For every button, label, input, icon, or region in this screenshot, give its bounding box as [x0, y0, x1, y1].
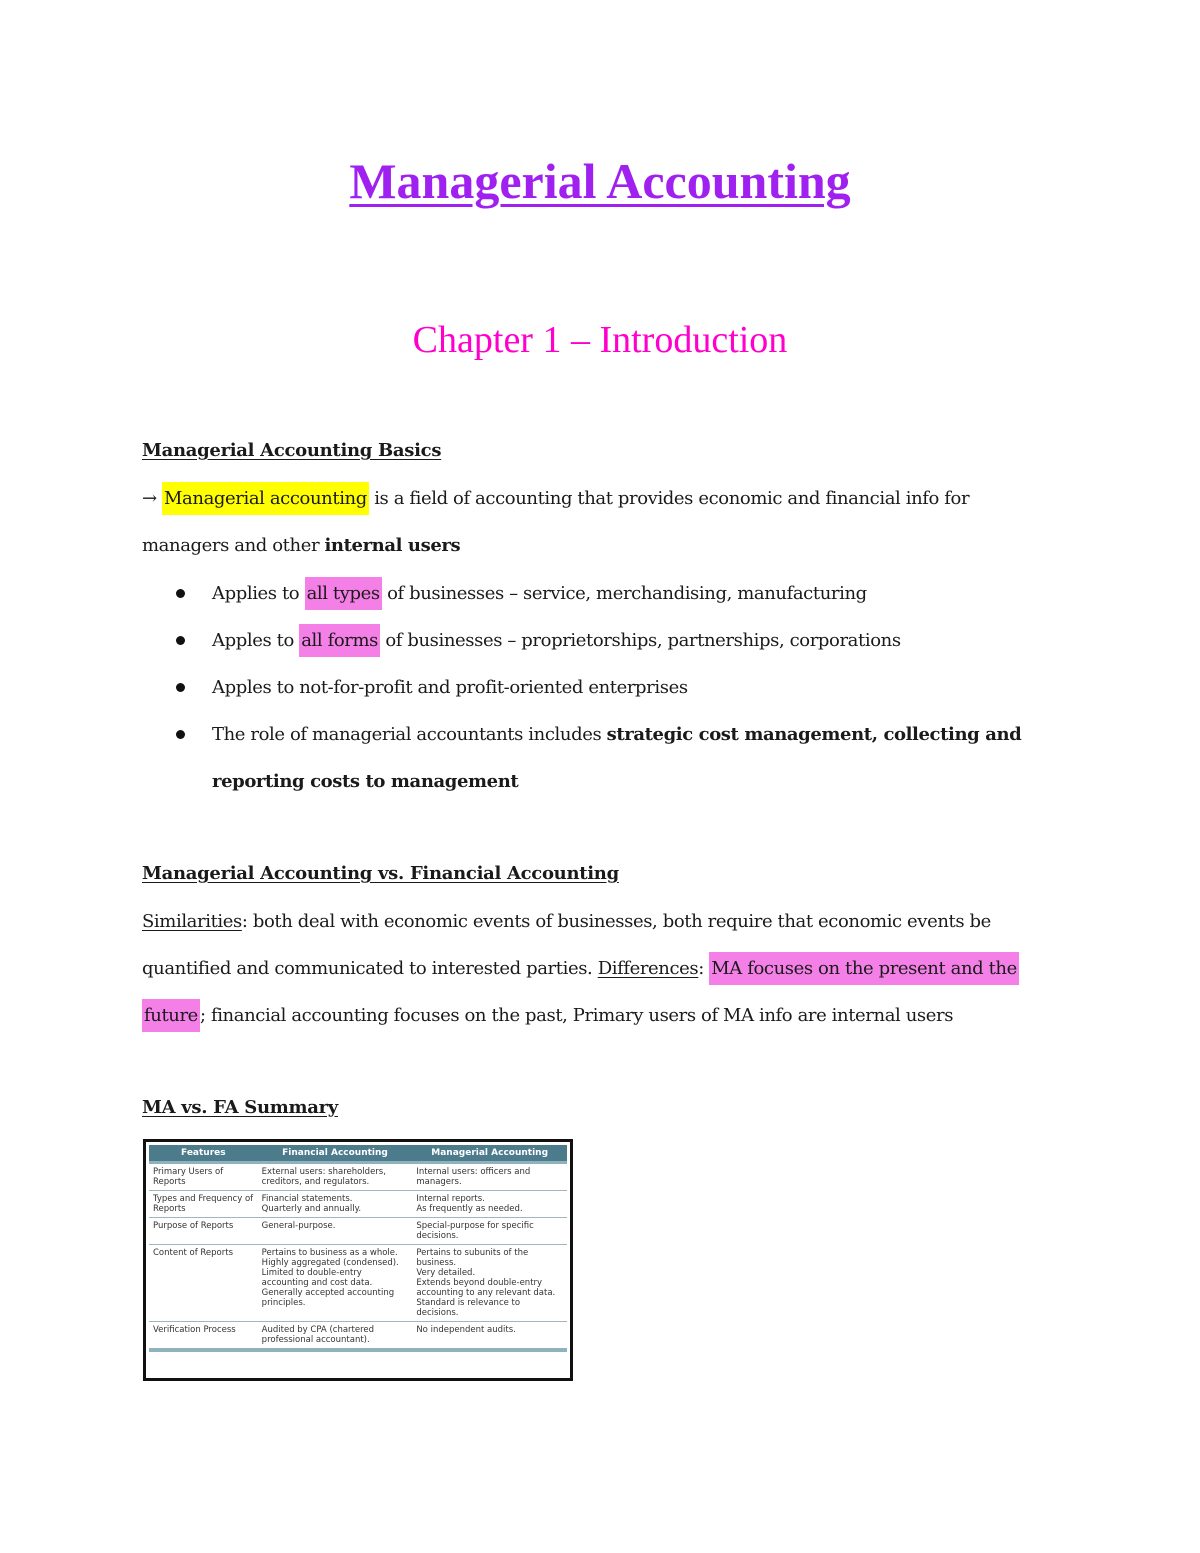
- bullet-icon: [176, 683, 185, 692]
- bullet-icon: [176, 730, 185, 739]
- cell-line: Highly aggregated (condensed).: [261, 1258, 399, 1268]
- cell-line: Quarterly and annually.: [261, 1204, 362, 1214]
- feature-cell: Verification Process: [153, 1325, 236, 1335]
- cell-line: creditors, and regulators.: [261, 1177, 370, 1187]
- financial-cell: [258, 1322, 413, 1351]
- table-header: Financial Accounting: [258, 1145, 413, 1163]
- cell-line: business.: [416, 1258, 457, 1268]
- financial-cell: [258, 1191, 413, 1218]
- financial-cell: [258, 1245, 413, 1322]
- cell-line: Generally accepted accounting: [261, 1288, 395, 1298]
- comparison-paragraph: Similarities: both deal with economic events of businesses, both require that economic events be quantified and communicated to interested parties. Differences: MA focuses on the present and the future ; financial accounting focuses on the past, Primary users of MA info are internal users: [142, 898, 1072, 1039]
- managerial-cell: [412, 1322, 567, 1351]
- table-row: [149, 1218, 567, 1245]
- highlight-all-types: all types: [305, 577, 382, 610]
- summary-table: [149, 1145, 567, 1352]
- section-heading-basics: Managerial Accounting Basics: [142, 440, 442, 461]
- table-header: Managerial Accounting: [412, 1145, 567, 1163]
- section-heading-summary: MA vs. FA Summary: [142, 1097, 338, 1118]
- cell-line: Pertains to subunits of the: [416, 1248, 529, 1258]
- cell-line: decisions.: [416, 1231, 459, 1241]
- definition-text-cont: managers and other: [142, 535, 325, 556]
- document-title: Managerial Accounting: [349, 153, 851, 209]
- cell-line: Limited to double-entry: [261, 1268, 362, 1278]
- cell-line: Internal reports.: [416, 1194, 485, 1204]
- table-header: Features: [149, 1145, 258, 1163]
- cell-line: No independent audits.: [416, 1325, 516, 1335]
- feature-cell: Types and Frequency of Reports: [153, 1194, 254, 1214]
- differences-label: Differences: [597, 958, 699, 979]
- managerial-cell: [412, 1245, 567, 1322]
- cell-line: Pertains to business as a whole.: [261, 1248, 398, 1258]
- cell-line: As frequently as needed.: [416, 1204, 523, 1214]
- similarities-label: Similarities: [142, 911, 242, 932]
- feature-cell: Primary Users of Reports: [153, 1167, 224, 1187]
- highlight-future: future: [142, 999, 200, 1032]
- summary-table-image: [143, 1139, 573, 1381]
- cell-line: Very detailed.: [416, 1268, 476, 1278]
- arrow-glyph: →: [142, 488, 163, 509]
- cell-line: Internal users: officers and: [416, 1167, 531, 1177]
- managerial-cell: [412, 1163, 567, 1191]
- chapter-heading: Chapter 1 – Introduction: [412, 319, 788, 361]
- cell-line: General-purpose.: [261, 1221, 336, 1231]
- cell-line: principles.: [261, 1298, 306, 1308]
- cell-line: Special-purpose for specific: [416, 1221, 534, 1231]
- list-item: Apples to not-for-profit and profit-oriented enterprises: [172, 664, 1072, 711]
- bullet-icon: [176, 589, 185, 598]
- definition-text: is a field of accounting that provides economic and financial info for: [368, 488, 970, 509]
- cell-line: External users: shareholders,: [261, 1167, 386, 1177]
- highlight-term: Managerial accounting: [162, 482, 369, 515]
- table-row: [149, 1191, 567, 1218]
- managerial-cell: [412, 1191, 567, 1218]
- cell-line: Extends beyond double-entry: [416, 1278, 543, 1288]
- bullet-list: [172, 570, 1072, 805]
- highlight-present-future: MA focuses on the present and the: [709, 952, 1019, 985]
- cell-line: Standard is relevance to: [416, 1298, 521, 1308]
- list-item: The role of managerial accountants includes strategic cost management, collecting and reporting costs to management: [172, 711, 1072, 805]
- list-item: Applies to all types of businesses – service, merchandising, manufacturing: [172, 570, 1072, 617]
- feature-cell: Content of Reports: [153, 1248, 234, 1258]
- definition-paragraph: [142, 475, 1072, 569]
- internal-users-bold: internal users: [324, 535, 461, 556]
- cell-line: decisions.: [416, 1308, 459, 1318]
- cell-line: managers.: [416, 1177, 462, 1187]
- list-item: Apples to all forms of businesses – proprietorships, partnerships, corporations: [172, 617, 1072, 664]
- cell-line: Audited by CPA (chartered: [261, 1325, 375, 1335]
- cell-line: Financial statements.: [261, 1194, 353, 1204]
- cell-line: professional accountant).: [261, 1335, 370, 1345]
- table-row: [149, 1322, 567, 1351]
- financial-cell: [258, 1163, 413, 1191]
- managerial-cell: [412, 1218, 567, 1245]
- feature-cell: Purpose of Reports: [153, 1221, 234, 1231]
- bullet-icon: [176, 636, 185, 645]
- highlight-all-forms: all forms: [299, 624, 380, 657]
- financial-cell: [258, 1218, 413, 1245]
- section-heading-comparison: Managerial Accounting vs. Financial Accounting: [142, 863, 619, 884]
- cell-line: accounting to any relevant data.: [416, 1288, 556, 1298]
- cell-line: accounting and cost data.: [261, 1278, 373, 1288]
- table-row: [149, 1245, 567, 1322]
- table-row: [149, 1163, 567, 1191]
